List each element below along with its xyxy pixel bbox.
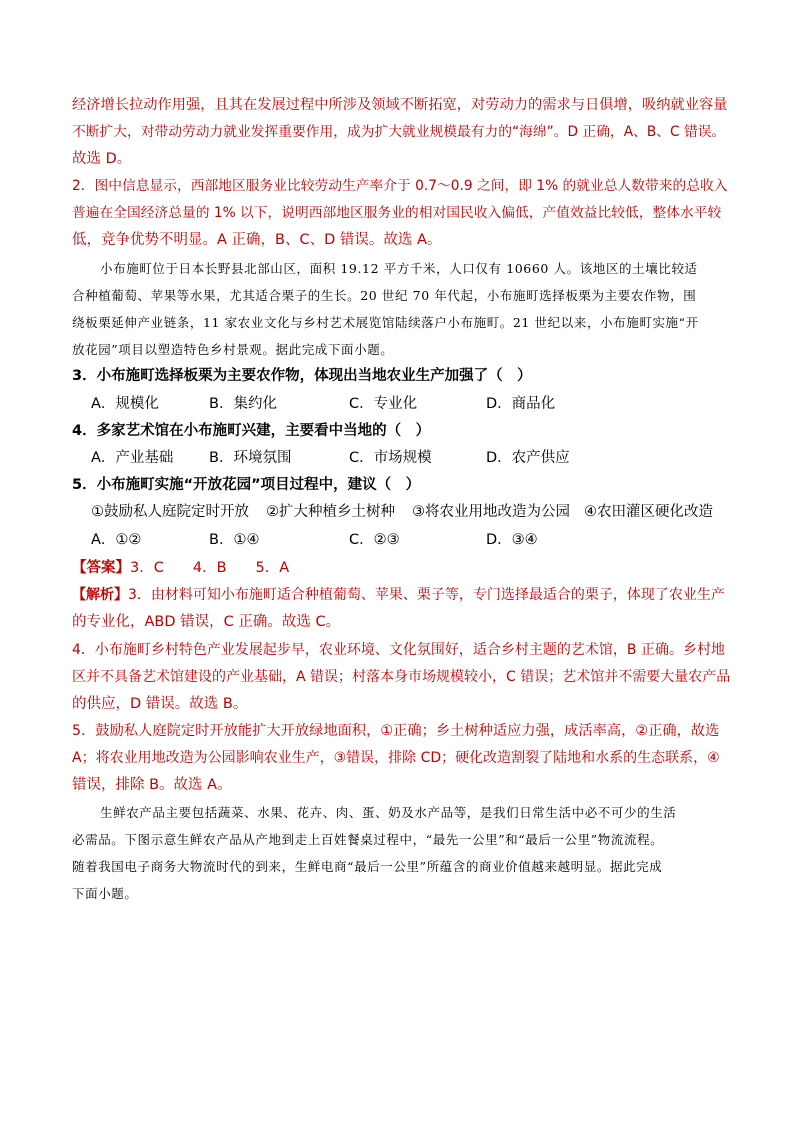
q5-item-1: ①鼓励私人庭院定时开放 (91, 504, 249, 520)
q4-option-b: B．环境氛围 (209, 450, 292, 466)
prev-analysis-line-1: 经济增长拉动作用强，且其在发展过程中所涉及领域不断拓宽，对劳动力的需求与日俱增，吸纳就业容量 (72, 97, 728, 113)
q4-option-d: D．农产供应 (486, 450, 570, 466)
passage1-line-2: 合种植葡萄、苹果等水果，尤其适合栗子的生长。20 世纪 70 年代起，小布施町选择板栗为主要农作物，围 (72, 288, 697, 303)
passage2-line-2: 必需品。下图示意生鲜农产品从产地到走上百姓餐桌过程中，“最先一公里”和“最后一公里”物流流程。 (72, 832, 664, 847)
q3-stem: 3．小布施町选择板栗为主要农作物，体现出当地农业生产加强了（ ） (72, 368, 532, 384)
passage2-line-1: 生鲜农产品主要包括蔬菜、水果、花卉、肉、蛋、奶及水产品等，是我们日常生活中必不可少的生活 (100, 805, 677, 820)
q5-item-2: ②扩大种植乡土树种 (266, 504, 395, 520)
analysis-q3-line-2: 的专业化，ABD 错误，C 正确。故选 C。 (72, 614, 341, 630)
q5-item-3: ③将农业用地改造为公园 (412, 504, 570, 520)
analysis-q4-line-2: 区并不具备艺术馆建设的产业基础，A 错误；村落本身市场规模较小，C 错误；艺术馆并不需要大量农产品 (72, 669, 731, 685)
analysis-q5-line-2: A；将农业用地改造为公园影响农业生产，③错误，排除 CD；硬化改造割裂了陆地和水系的生态联系，④ (72, 750, 720, 766)
passage1-line-4: 放花园”项目以塑造特色乡村景观。据此完成下面小题。 (72, 342, 394, 357)
answer-line (72, 558, 289, 578)
answer-text: 3．C 4．B 5．A (130, 560, 290, 576)
q2-analysis-line-3: 低，竞争优势不明显。A 正确，B、C、D 错误。故选 A。 (72, 232, 442, 248)
passage2-line-4: 下面小题。 (72, 886, 138, 901)
passage1-line-1: 小布施町位于日本长野县北部山区，面积 19.12 平方千米，人口仅有 10660 人。该地区的土壤比较适 (100, 261, 698, 276)
analysis-tag: 【解析】 (72, 587, 128, 603)
q5-option-a: A．①② (91, 532, 142, 548)
q3-option-a: A．规模化 (91, 396, 159, 412)
analysis-q5-line-3: 错误，排除 B。故选 A。 (72, 777, 232, 793)
passage1-line-3: 绕板栗延伸产业链条，11 家农业文化与乡村艺术展览馆陆续落户小布施町。21 世纪以来，小布施町实施“开 (72, 315, 699, 330)
q5-option-d: D．③④ (486, 532, 538, 548)
answer-tag: 【答案】 (72, 560, 130, 576)
q2-analysis-line-2: 普遍在全国经济总量的 1% 以下，说明西部地区服务业的相对国民收入偏低，产值效益比较低，整体水平较 (72, 205, 722, 221)
q4-option-c: C．市场规模 (349, 450, 432, 466)
analysis-q5-line-1: 5．鼓励私人庭院定时开放能扩大开放绿地面积，①正确；乡土树种适应力强，成活率高，②正确，故选 (72, 723, 720, 739)
q5-item-4: ④农田灌区硬化改造 (584, 504, 713, 520)
analysis-q3-text: 3．由材料可知小布施町适合种植葡萄、苹果、栗子等，专门选择最适合的栗子，体现了农业生产 (128, 587, 725, 603)
q5-option-b: B．①④ (209, 532, 260, 548)
passage2-line-3: 随着我国电子商务大物流时代的到来，生鲜电商“最后一公里”所蕴含的商业价值越来越明显。据此完成 (72, 859, 663, 874)
q3-option-c: C．专业化 (349, 396, 418, 412)
q4-option-a: A．产业基础 (91, 450, 174, 466)
q2-analysis-line-1: 2．图中信息显示，西部地区服务业比较劳动生产率介于 0.7～0.9 之间，即 1% 的就业总人数带来的总收入 (72, 178, 728, 194)
analysis-q3-line-1 (72, 585, 725, 605)
q5-stem: 5．小布施町实施“开放花园”项目过程中，建议（ ） (72, 477, 421, 493)
prev-analysis-line-3: 故选 D。 (72, 151, 132, 167)
prev-analysis-line-2: 不断扩大，对带动劳动力就业发挥重要作用，成为扩大就业规模最有力的“海绵”。D 正确，A、B、C 错误。 (72, 124, 726, 140)
analysis-q4-line-3: 的供应，D 错误。故选 B。 (72, 696, 248, 712)
q3-option-d: D．商品化 (486, 396, 556, 412)
q3-option-b: B．集约化 (209, 396, 277, 412)
analysis-q4-line-1: 4．小布施町乡村特色产业发展起步早，农业环境、文化氛围好，适合乡村主题的艺术馆，B 正确。乡村地 (72, 642, 725, 658)
q5-option-c: C．②③ (349, 532, 400, 548)
q4-stem: 4．多家艺术馆在小布施町兴建，主要看中当地的（ ） (72, 423, 431, 439)
